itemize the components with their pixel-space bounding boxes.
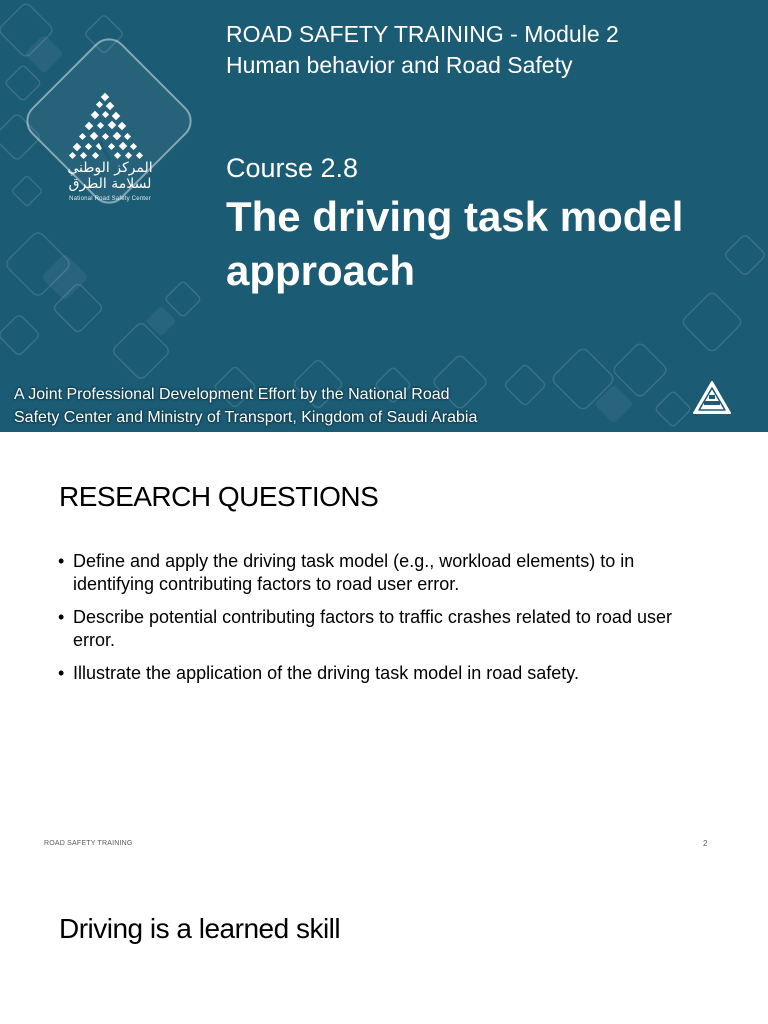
slide-heading: RESEARCH QUESTIONS <box>59 481 379 512</box>
logo-english-name: National Road Safety Center <box>69 196 151 202</box>
slide-heading: Driving is a learned skill <box>59 913 341 944</box>
module-title: ROAD SAFETY TRAINING - Module 2 <box>226 21 619 47</box>
joint-effort-line-1: A Joint Professional Development Effort by the National Road <box>14 386 450 403</box>
module-subtitle: Human behavior and Road Safety <box>226 52 573 78</box>
list-item <box>58 550 718 596</box>
bullet-icon: • <box>58 607 65 627</box>
course-number: Course 2.8 <box>226 153 359 183</box>
list-item <box>58 606 718 652</box>
bullet-icon: • <box>58 551 65 571</box>
list-item <box>58 662 718 685</box>
nrsc-logo-emblem <box>52 92 162 164</box>
list-item-text: Describe potential contributing factors to traffic crashes related to road user error. <box>73 607 672 650</box>
learned-skill-slide <box>0 864 768 1024</box>
slide-page-number: 2 <box>703 839 708 848</box>
list-item-text: Illustrate the application of the driving task model in road safety. <box>73 663 579 683</box>
research-questions-list <box>58 550 718 695</box>
title-slide <box>0 0 768 432</box>
research-questions-slide <box>0 432 768 864</box>
course-title: The driving task model approach <box>226 193 684 294</box>
slide-footer-label: ROAD SAFETY TRAINING <box>44 840 133 847</box>
ministry-logo-icon <box>692 380 732 416</box>
logo-arabic-line-2: لسلامة الطرق <box>68 176 152 192</box>
list-item-text: Define and apply the driving task model (e.g., workload elements) to in identifying contributing factors to road user error. <box>73 551 635 594</box>
joint-effort-line-2: Safety Center and Ministry of Transport, Kingdom of Saudi Arabia <box>14 409 478 426</box>
bullet-icon: • <box>58 663 65 683</box>
logo-arabic-line-1: المركز الوطني <box>67 160 153 176</box>
